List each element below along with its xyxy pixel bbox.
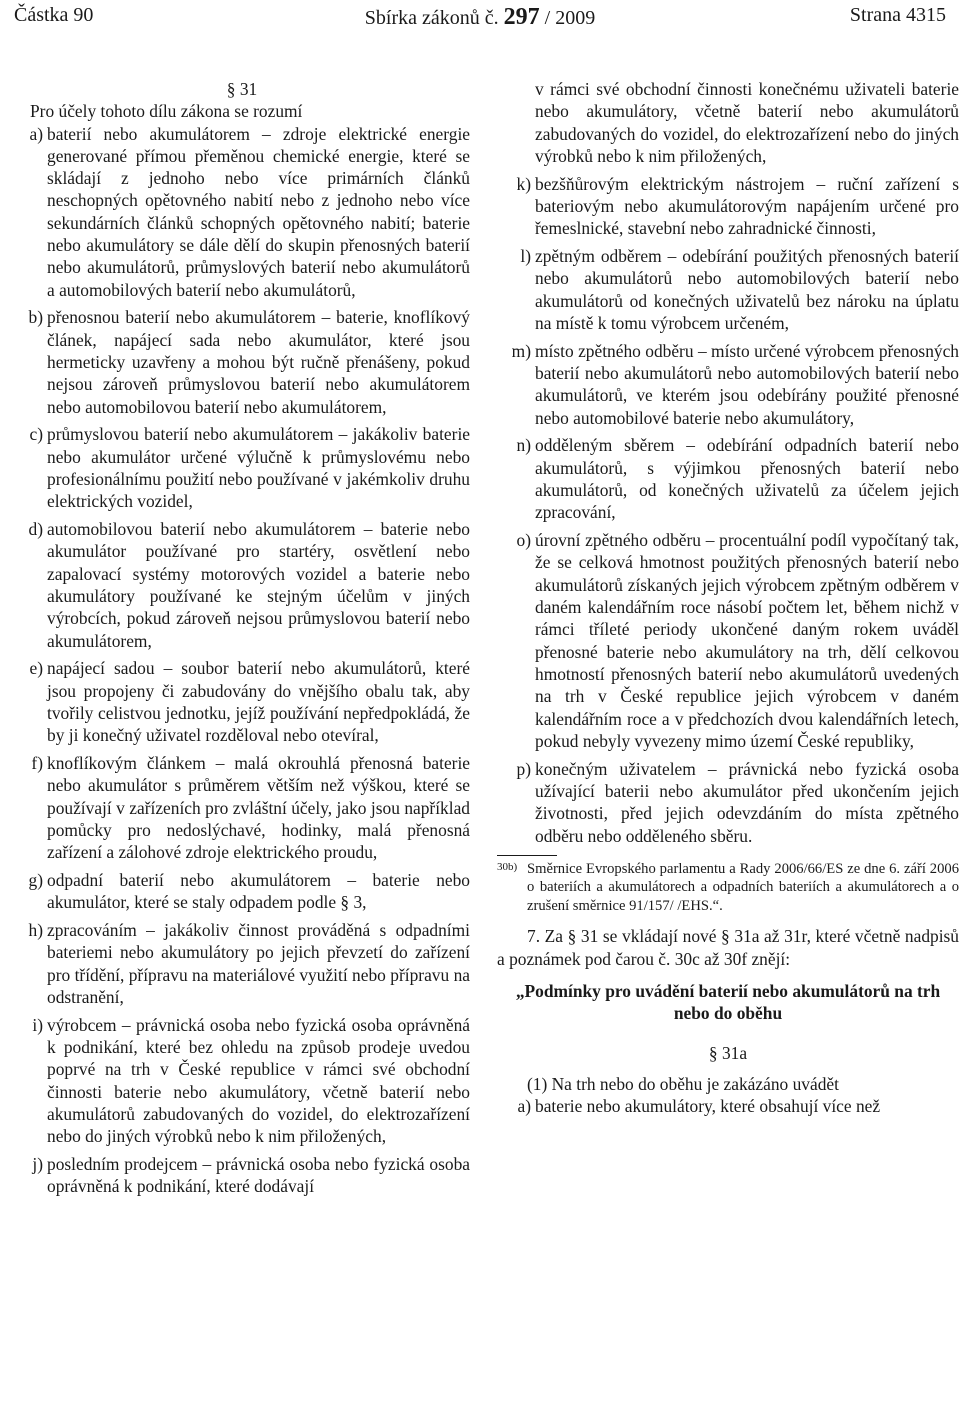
right-column bbox=[497, 78, 959, 1123]
item-text: odpadní baterií nebo akumulátorem – baterie nebo akumulátor, které se staly odpadem podle § 3, bbox=[47, 870, 470, 913]
list-item bbox=[14, 919, 470, 1008]
definition-list bbox=[14, 123, 470, 1198]
list-item bbox=[497, 529, 959, 752]
item-text: bezšňůrovým elektrickým nástrojem – ruční zařízení s bateriovým nebo akumulátorovým napájením určené pro řemeslnické, stavební nebo zahradnické činnosti, bbox=[535, 173, 959, 239]
item-text: posledním prodejcem – právnická osoba nebo fyzická osoba oprávněná k podnikání, které dodávají bbox=[47, 1154, 470, 1197]
list-item bbox=[497, 173, 959, 240]
section-intro: Pro účely tohoto dílu zákona se rozumí bbox=[30, 101, 303, 122]
item-text: automobilovou baterií nebo akumulátorem – baterie nebo akumulátor používané pro startéry, osvětlení nebo zapalovací systémy motorových vozidel a baterie nebo akumulátory používané ke stejným účelům v jiných výrobcích, pokud zároveň nejsou průmyslovou baterií nebo akumulátorem, bbox=[47, 519, 470, 651]
subparagraph: (1) Na trh nebo do oběhu je zakázáno uvádět bbox=[527, 1073, 839, 1094]
list-item bbox=[14, 423, 470, 512]
page-header bbox=[14, 4, 946, 30]
list-item bbox=[14, 518, 470, 652]
list-item bbox=[14, 869, 470, 914]
item-label: o) bbox=[516, 530, 531, 551]
footnote-divider bbox=[497, 855, 557, 856]
list-item bbox=[497, 758, 959, 847]
item-label: c) bbox=[29, 424, 43, 445]
list-item bbox=[497, 245, 959, 334]
collection-title bbox=[14, 4, 946, 31]
item-label: d) bbox=[28, 519, 43, 540]
list-item bbox=[14, 657, 470, 746]
item-label: i) bbox=[32, 1014, 43, 1035]
collection-prefix: Sbírka zákonů č. bbox=[364, 7, 499, 29]
list-item bbox=[497, 340, 959, 429]
list-item bbox=[497, 1095, 959, 1117]
list-item bbox=[14, 1014, 470, 1148]
item-text: odděleným sběrem – odebírání odpadních baterií nebo akumulátorů, s výjimkou přenosných baterií nebo akumulátorů, od konečných uživatelů za účelem jejich zpracování, bbox=[535, 435, 959, 523]
list-item bbox=[14, 752, 470, 863]
footnote bbox=[497, 860, 959, 916]
part-number: Částka 90 bbox=[14, 4, 94, 26]
footnote-text: Směrnice Evropského parlamentu a Rady 2006/66/ES ze dne 6. září 2006 o bateriích a akumulátorech a odpadních bateriích a akumulátorech a o zrušení směrnice 91/157/ /EHS.“. bbox=[527, 860, 959, 914]
item-text: přenosnou baterií nebo akumulátorem – baterie, knoflíkový článek, napájecí sada nebo akumulátor, které jsou hermeticky uzavřeny a mohou být ručně přenášeny, pokud nejsou zároveň průmyslovou baterií nebo akumulátorem nebo automobilovou baterií nebo akumulátorem, bbox=[47, 307, 470, 417]
item-label: a) bbox=[29, 123, 43, 144]
item-label: m) bbox=[511, 340, 531, 361]
item-label: k) bbox=[516, 173, 531, 194]
left-column bbox=[14, 78, 470, 1203]
section-heading-31a: § 31a bbox=[708, 1043, 748, 1064]
item-text: místo zpětného odběru – místo určené výrobcem přenosných baterií nebo akumulátorů nebo automobilových baterií nebo akumulátorů, ve kterém jsou odebírány použité přenosné nebo automobilové baterie nebo akumulátory, bbox=[535, 340, 959, 428]
item-text: zpracováním – jakákoliv činnost prováděná s odpadními bateriemi nebo akumulátory po jejich převzetí do zařízení pro třídění, přípravu na materiálové využití nebo přípravu na odstranění, bbox=[47, 920, 470, 1008]
footnote-label: 30b) bbox=[497, 860, 518, 873]
section-heading: § 31 bbox=[226, 79, 258, 99]
item-text: knoflíkovým článkem – malá okrouhlá přenosná baterie nebo akumulátor s průměrem větším než výškou, které se používají v zařízeních pro zvláštní účely, jako jsou například pomůcky pro nedoslýchavé, hodinky, malá přenosná zařízení a zálohové zdroje elektrického proudu, bbox=[47, 753, 470, 863]
item-text: výrobcem – právnická osoba nebo fyzická osoba oprávněná k podnikání, které bez ohledu na způsob prodeje uvedou poprvé na trh v České republice v rámci své obchodní činnosti baterie nebo akumulátory, včetně baterií nebo akumulátorů zabudovaných do vozidel, do elektrozařízení nebo do jiných výrobků nebo k nim přiložených, bbox=[47, 1014, 470, 1147]
item-text: zpětným odběrem – odebírání použitých přenosných baterií nebo akumulátorů nebo automobilových baterií nebo akumulátorů od konečných uživatelů bez nároku na úplatu na místě k tomu výrobcem určeném, bbox=[535, 246, 959, 333]
item-text: baterií nebo akumulátorem – zdroje elektrické energie generované přímou přeměnou chemické energie, které se skládají z jednoho nebo více primárních článků neschopných opětovného nabití nebo z jednoho nebo více sekundárních článků schopných opětovného nabití; baterie nebo akumulátory se dále dělí do skupin přenosných baterií nebo akumulátorů, průmyslových baterií nebo akumulátorů a automobilových baterií nebo akumulátorů, bbox=[47, 123, 470, 300]
item-label: f) bbox=[31, 753, 43, 774]
item-text: úrovní zpětného odběru – procentuální podíl vypočítaný tak, že se celková hmotnost použitých přenosných baterií nebo akumulátorů získaných jejich výrobcem zpětným odběrem v daném kalendářním roce násobí počtem let, během nichž v rámci tříleté periody ukončené daným rokem uváděl přenosné baterie nebo akumulátory na trh, dělí celkovou hmotností přenosných baterií nebo akumulátorů uvedených na trh v České republice jejich výrobcem v daném kalendářním roce a v předchozích dvou kalendářních letech, pokud nebyly vyvezeny mimo území České republiky, bbox=[535, 530, 959, 751]
amendment-point: 7. Za § 31 se vkládají nové § 31a až 31r, které včetně nadpisů a poznámek pod čarou č. 30c až 30f znějí: bbox=[497, 926, 959, 969]
item-text: baterie nebo akumulátory, které obsahují více než bbox=[535, 1096, 881, 1117]
page-number: Strana 4315 bbox=[849, 4, 946, 26]
item-label: g) bbox=[28, 870, 43, 891]
item-text: konečným uživatelem – právnická nebo fyzická osoba užívající baterii nebo akumulátor před ukončením jejich životnosti, před jejich odevzdáním do místa zpětného odběru nebo odděleného sběru. bbox=[535, 758, 959, 846]
list-item bbox=[14, 1153, 470, 1198]
item-label: p) bbox=[516, 758, 531, 779]
part-heading: „Podmínky pro uvádění baterií nebo akumulátorů na trh nebo do oběhu bbox=[515, 980, 941, 1024]
continuation-text: v rámci své obchodní činnosti konečnému uživateli baterie nebo akumulátory, včetně baterií nebo akumulátorů zabudovaných do vozidel, do elektrozařízení nebo do jiných výrobků nebo k nim přiložených, bbox=[535, 79, 959, 166]
item-label: l) bbox=[520, 246, 531, 267]
item-label: b) bbox=[28, 307, 43, 328]
item-label: a) bbox=[517, 1096, 531, 1117]
item-label: n) bbox=[516, 435, 531, 456]
law-number: 297 bbox=[503, 4, 540, 30]
list-item bbox=[14, 306, 470, 417]
item-text: průmyslovou baterií nebo akumulátorem – jakákoliv baterie nebo akumulátor určené výlučně k průmyslovému nebo profesionálnímu použití nebo používané v jakémkoliv druhu elektrických vozidel, bbox=[47, 424, 470, 512]
definition-list-continued bbox=[497, 173, 959, 847]
item-label: j) bbox=[32, 1154, 43, 1175]
list-item bbox=[14, 123, 470, 301]
list-item bbox=[497, 434, 959, 523]
law-year: / 2009 bbox=[544, 7, 596, 29]
item-label: e) bbox=[29, 658, 43, 679]
item-label: h) bbox=[28, 920, 43, 941]
item-text: napájecí sadou – soubor baterií nebo akumulátorů, které jsou propojeny či zabudovány do vnějšího obalu tak, aby tvořily celistvou jednotku, jejíž používání nepředpokládá, že by ji konečný uživatel rozděloval nebo otevíral, bbox=[47, 658, 470, 746]
